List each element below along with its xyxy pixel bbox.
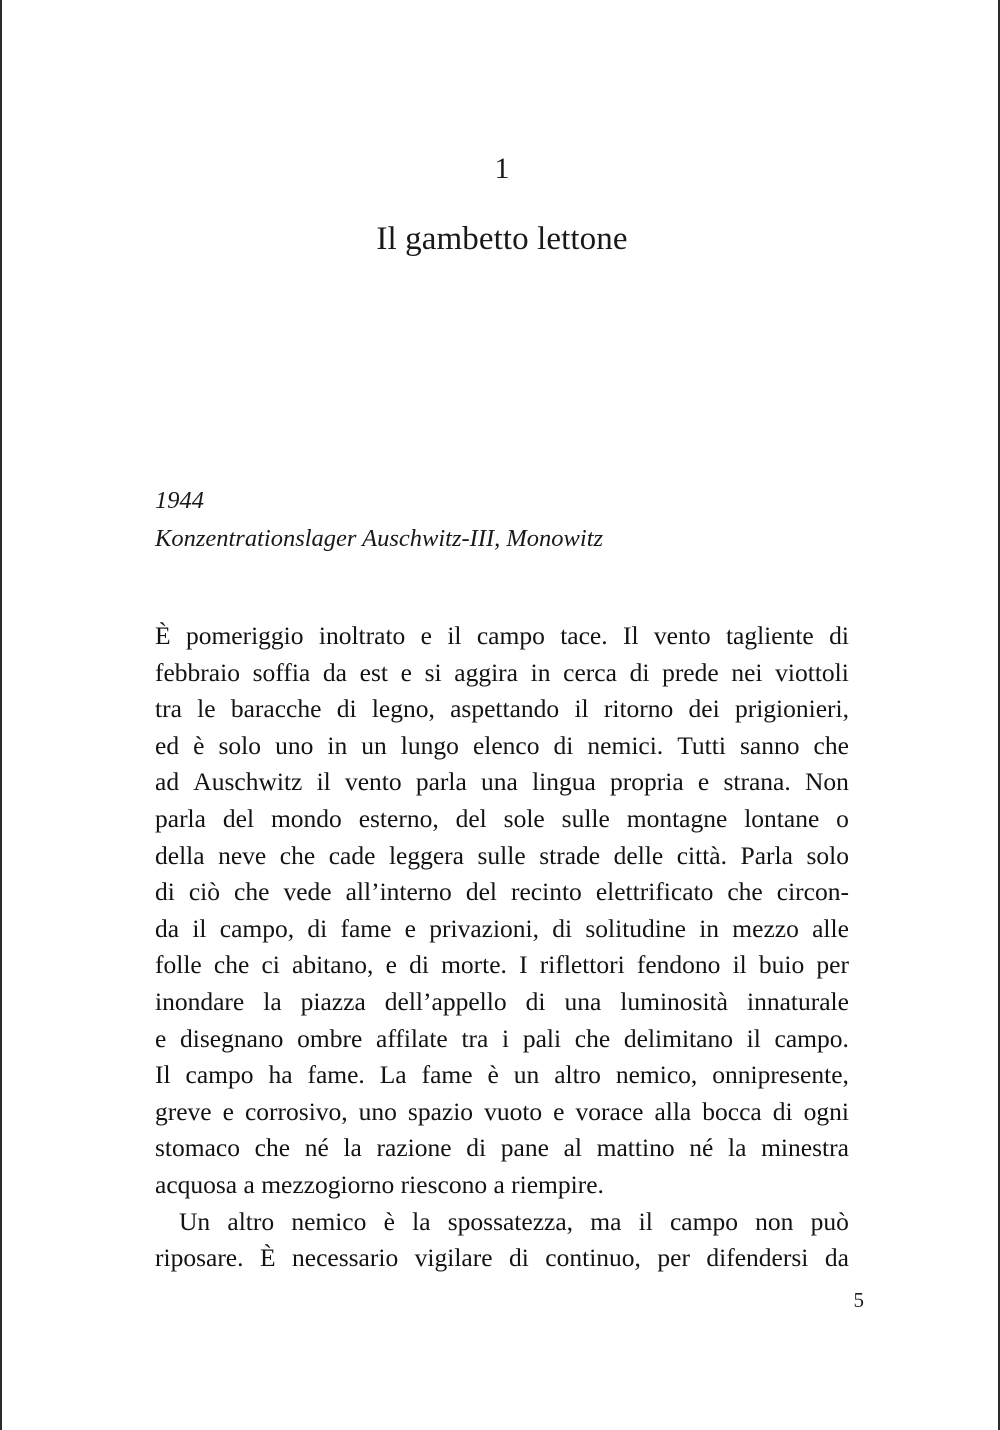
text-word: folle [155,950,202,980]
epigraph-place: Konzentrationslager Auschwitz-III, Monowitz [155,525,604,552]
text-word: in [327,730,348,760]
text-word: uno [358,1096,397,1126]
text-word: greve [155,1096,212,1126]
text-word: Auschwitz [193,767,303,797]
text-word: spazio [407,1096,474,1126]
text-word: delle [613,840,664,870]
text-block [155,482,849,1277]
text-word: e [553,1096,565,1126]
text-word: il [192,913,207,943]
text-word: legno, [371,694,435,724]
text-word: di [553,730,574,760]
text-word: che [279,840,316,870]
text-word: una [564,986,602,1016]
text-line [155,1167,849,1204]
text-word: solo [218,730,262,760]
text-word: neve [218,840,267,870]
chapter-number: 1 [494,152,510,185]
text-word: un [361,730,387,760]
text-word: alla [654,1096,692,1126]
text-word: ombre [297,1023,363,1053]
text-word: ciò [188,877,221,907]
text-word: soffia [252,657,311,687]
text-word: è [487,1060,499,1090]
text-word: vorace [575,1096,644,1126]
text-word: bocca [702,1096,762,1126]
text-word: e [385,950,397,980]
text-word: vento [653,621,711,650]
text-word: altro [554,1060,601,1090]
text-word: tagliente [725,621,814,650]
text-word: di [772,1096,793,1126]
text-line [155,764,849,801]
text-line [155,911,849,948]
text-word: che [234,877,270,907]
text-word: della [155,840,205,870]
text-word: che [254,1133,291,1163]
text-word: dell’appello [384,986,507,1016]
chapter-title: Il gambetto lettone [376,221,628,257]
text-line [155,874,849,911]
text-word: può [810,1206,849,1236]
text-word: fendono [636,950,721,980]
text-word: vuoto [484,1096,543,1126]
text-word: in [699,913,720,943]
text-word: mezzo [732,913,799,943]
text-word: vento [344,767,402,797]
text-word: mondo [270,803,342,833]
text-word: ritorno [603,694,674,724]
body-text [155,618,849,1277]
text-word: est [359,657,388,687]
text-word: spossatezza, [447,1206,574,1236]
text-word: riflettori [539,950,625,980]
text-word: di [466,1133,487,1163]
text-word: acquosa a mezzogiorno riescono a riempire. [155,1169,604,1199]
text-word: campo [185,1060,254,1090]
text-word: campo [476,621,545,650]
text-word: la [728,1133,747,1163]
text-word: buio [758,950,805,980]
text-line [155,1021,849,1058]
text-word: ma [590,1206,622,1236]
epigraph-year: 1944 [155,487,204,514]
text-word: piazza [300,986,366,1016]
text-line [155,691,849,728]
text-word: privazioni, [429,913,540,943]
text-word: di [629,657,650,687]
text-word: Tutti [677,730,726,760]
text-word: recinto [511,877,582,907]
text-word: cade [328,840,376,870]
text-word: e [697,767,710,797]
text-word: fame. [307,1060,365,1090]
text-word: sanno [739,730,800,760]
text-word: Il [155,1060,171,1090]
text-word: lontane [744,803,820,833]
text-word: strana. [723,767,791,797]
text-word: campo [669,1206,738,1236]
text-word: nemico, [615,1060,698,1090]
text-word: luminosità [620,986,728,1016]
text-word: ci [261,950,280,980]
text-word: pane [500,1133,549,1163]
text-word: riposare. [155,1243,244,1273]
text-word: mattino [596,1133,675,1163]
text-word: affilate [376,1023,448,1053]
text-word: di [307,913,328,943]
text-word: di [525,986,546,1016]
text-word: campo, [219,913,295,943]
text-word: il [447,621,462,650]
text-word: parla [155,803,206,833]
text-word: elettrificato [595,877,714,907]
text-word: di [552,913,573,943]
text-word: che [213,950,250,980]
text-word: che [727,877,763,907]
text-word: La [379,1060,407,1090]
text-word: solo [806,840,849,870]
text-word: circon- [776,877,849,907]
text-word: le [197,694,216,724]
text-word: campo. [774,1023,849,1053]
text-word: vigilare [414,1243,493,1273]
text-word: Non [804,767,849,797]
text-line [155,947,849,984]
text-word: del [222,803,255,833]
text-word: da [155,913,180,943]
text-word: Un [179,1206,211,1236]
text-word: innaturale [746,986,849,1016]
text-word: strade [539,840,601,870]
text-word: elenco [472,730,540,760]
text-word: e [222,1096,234,1126]
text-word: fame [340,913,392,943]
text-word: È [155,621,171,650]
text-line [155,801,849,838]
text-word: morte. [441,950,507,980]
text-word: tra [461,1023,489,1053]
text-word: all’interno [345,877,452,907]
text-word: ha [268,1060,293,1090]
text-word: uno [275,730,314,760]
text-word: ogni [803,1096,849,1126]
text-word: tra [155,694,182,724]
text-word: tace. [560,621,608,650]
text-word: di [336,694,357,724]
text-word: esterno, [358,803,439,833]
text-word: del [455,803,487,833]
text-word: fame [421,1060,473,1090]
text-word: per [816,950,849,980]
text-line [155,728,849,765]
text-word: e [155,1023,167,1053]
text-word: prede [662,657,719,687]
text-word: I [519,950,528,980]
text-word: parla [415,767,467,797]
text-word: né [304,1133,329,1163]
text-word: i [502,1023,510,1053]
text-line [155,1130,849,1167]
text-word: nemici. [587,730,664,760]
text-word: necessario [292,1243,399,1273]
text-word: solitudine [585,913,686,943]
text-line [155,1057,849,1094]
text-word: onnipresente, [712,1060,849,1090]
text-word: È [259,1243,276,1273]
text-word: il [746,1023,761,1053]
text-word: ed [155,730,180,760]
text-word: per [657,1243,690,1273]
text-word: abitano, [292,950,374,980]
text-word: dei [688,694,720,724]
text-line [155,984,849,1021]
text-line [155,838,849,875]
text-word: disegnano [180,1023,284,1053]
text-word: è [193,730,205,760]
text-word: pomeriggio [185,621,304,650]
text-word: leggera [388,840,464,870]
text-word: delimitano [623,1023,733,1053]
text-word: che [813,730,849,760]
text-word: lungo [400,730,459,760]
text-word: di [829,621,849,650]
text-word: pali [522,1023,562,1053]
text-line [155,618,849,655]
text-word: inondare [155,986,245,1016]
text-word: si [424,657,442,687]
text-word: e [400,657,412,687]
text-word: continuo, [545,1243,641,1273]
text-word: da [824,1243,849,1273]
text-word: di [155,877,175,907]
text-word: propria [610,767,684,797]
text-word: o [836,803,849,833]
text-word: aspettando [450,694,560,724]
text-word: sole [503,803,545,833]
text-word: ad [155,767,180,797]
text-word: stomaco [155,1133,240,1163]
text-word: corrosivo, [244,1096,348,1126]
text-word: Parla [740,840,793,870]
text-word: un [513,1060,540,1090]
text-word: aggira [454,657,518,687]
text-word: minestra [761,1133,849,1163]
text-word: nemico [291,1206,367,1236]
text-word: vede [283,877,332,907]
text-word: nei [731,657,763,687]
text-word: una [481,767,518,797]
text-word: alle [812,913,849,943]
text-word: in [530,657,551,687]
text-line [155,1094,849,1131]
text-word: montagne [626,803,728,833]
text-word: sulle [561,803,610,833]
text-word: sulle [477,840,526,870]
text-word: cerca [563,657,617,687]
text-word: da [322,657,347,687]
text-word: il [638,1206,653,1236]
text-word: di [509,1243,529,1273]
text-word: viottoli [775,657,849,687]
text-line [155,655,849,692]
text-word: difendersi [706,1243,809,1273]
text-word: che [574,1023,611,1053]
text-word: razione [376,1133,452,1163]
text-word: non [755,1206,794,1236]
page-number: 5 [853,1288,864,1312]
text-word: città. [676,840,727,870]
text-word: del [465,877,497,907]
epigraph [155,482,849,558]
text-word: inoltrato [318,621,406,650]
text-word: febbraio [155,657,240,687]
text-word: la [343,1133,362,1163]
text-word: è [383,1206,395,1236]
text-word: il [574,694,589,724]
text-line [155,1240,849,1277]
text-word: il [316,767,331,797]
text-line [155,1204,849,1241]
text-word: e [404,913,416,943]
text-word: al [563,1133,582,1163]
text-word: di [409,950,429,980]
text-word: la [412,1206,431,1236]
text-word: Il [622,621,639,650]
text-word: lingua [532,767,596,797]
text-word: il [732,950,747,980]
text-word: prigionieri, [734,694,849,724]
text-word: la [263,986,282,1016]
text-word: né [689,1133,714,1163]
text-word: altro [227,1206,275,1236]
text-word: e [420,621,432,650]
text-word: baracche [230,694,322,724]
